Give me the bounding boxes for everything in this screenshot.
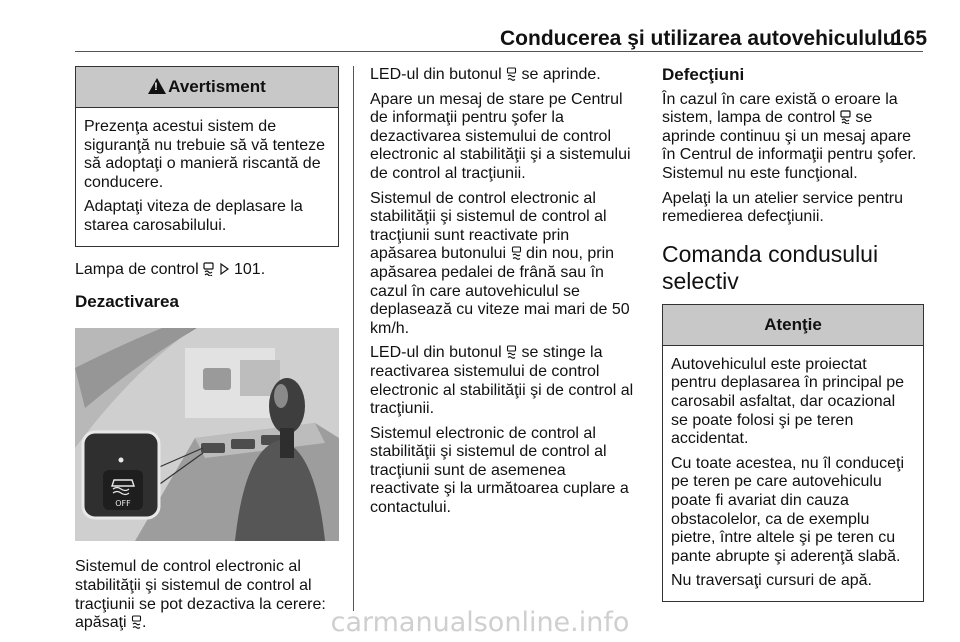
esp-off-button-icon <box>506 345 517 359</box>
warning-body <box>76 108 338 246</box>
warning-box <box>75 66 339 247</box>
watermark: carmanualsonline.info <box>330 607 630 638</box>
faults-heading: Defecţiuni <box>662 65 745 84</box>
caution-box <box>662 304 924 602</box>
figure-button-label: OFF <box>115 498 131 508</box>
caution-paragraph-3: Nu traversaţi cursuri de apă. <box>671 572 872 590</box>
column-right <box>662 66 924 602</box>
warning-triangle-icon <box>148 78 166 94</box>
caution-paragraph-1: Autovehiculul este proiectat pentru deplasarea în principal pe carosabil asfaltat, dar ocazional se poate folosi şi pe teren accidentat. <box>671 355 905 448</box>
column-left <box>75 66 339 639</box>
faults-paragraph-2: Apelaţi la un atelier service pentru remedierea defecţiunii. <box>662 189 904 226</box>
led-on-paragraph: LED-ul din butonul se aprinde. <box>370 66 601 83</box>
deactivation-heading: Dezactivarea <box>75 292 179 312</box>
esp-off-button-icon <box>511 246 522 260</box>
esp-off-button-icon <box>506 67 517 81</box>
header-divider <box>75 51 923 52</box>
caution-header: Atenţie <box>663 305 923 346</box>
faults-paragraph-1: În cazul în care există o eroare la sistem, lampa de control se aprinde continuu şi un mesaj apare în Centrul de informaţii pentru şofer. Sistemul nu este funcţional. <box>662 90 917 182</box>
caution-paragraph-2: Cu toate acestea, nu îl conduceţi pe teren pe care autovehiculu poate fi avariat din cauza obstacolelor, ca de exemplu pietre, între altele şi pe teren cu pante abrupte şi aderenţă slabă. <box>671 454 905 565</box>
page-reference-arrow-icon <box>219 262 230 276</box>
lamp-reference <box>75 261 339 280</box>
led-off-paragraph: LED-ul din butonul se stinge la reactivarea sistemului de control electronic al stabilităţii şi de control al tracţiunii. <box>370 344 634 418</box>
console-illustration <box>75 328 339 541</box>
page-number: 165 <box>892 27 928 50</box>
caution-body <box>663 346 923 601</box>
reactivation-paragraph: Sistemul de control electronic al stabilităţii şi sistemul de control al tracţiunii sunt reactivate prin apăsarea butonului din nou, prin apăsarea pedalei de frână sau în cazul în care autovehiculul se deplasează cu viteze mai mari de 50 km/h. <box>370 189 630 337</box>
esp-lamp-icon <box>203 262 214 276</box>
status-message-paragraph: Apare un mesaj de stare pe Centrul de informaţii pentru şofer la dezactivarea sistemului de control electronic al stabilităţii şi a sistemului de control al tracţiunii. <box>370 90 631 182</box>
warning-paragraph-2: Adaptaţi viteza de deplasare la starea carosabilului. <box>84 198 303 234</box>
warning-heading: Avertisment <box>168 77 266 96</box>
section-heading: Comanda condusului selectiv <box>662 240 879 294</box>
deactivation-paragraph: Sistemul de control electronic al stabilităţii şi sistemul de control al tracţiunii se pot dezactiva la cerere: apăsaţi . <box>75 558 326 632</box>
warning-paragraph-1: Prezenţa acestui sistem de siguranţă nu trebuie să vă tenteze să adoptaţi o manieră riscantă de conducere. <box>84 118 326 191</box>
column-divider <box>353 66 354 611</box>
esp-lamp-icon <box>840 110 851 124</box>
lamp-label: Lampa de control <box>75 260 199 278</box>
lamp-page-ref: 101. <box>234 260 266 278</box>
warning-header <box>76 67 338 108</box>
ignition-reactivation-paragraph: Sistemul electronic de control al stabilităţii şi sistemul de control al tracţiunii sunt de asemenea reactivate şi la următoarea cuplare a contactului. <box>370 424 629 517</box>
column-middle <box>370 66 638 524</box>
header-title: Conducerea şi utilizarea autovehiculului <box>500 27 902 50</box>
